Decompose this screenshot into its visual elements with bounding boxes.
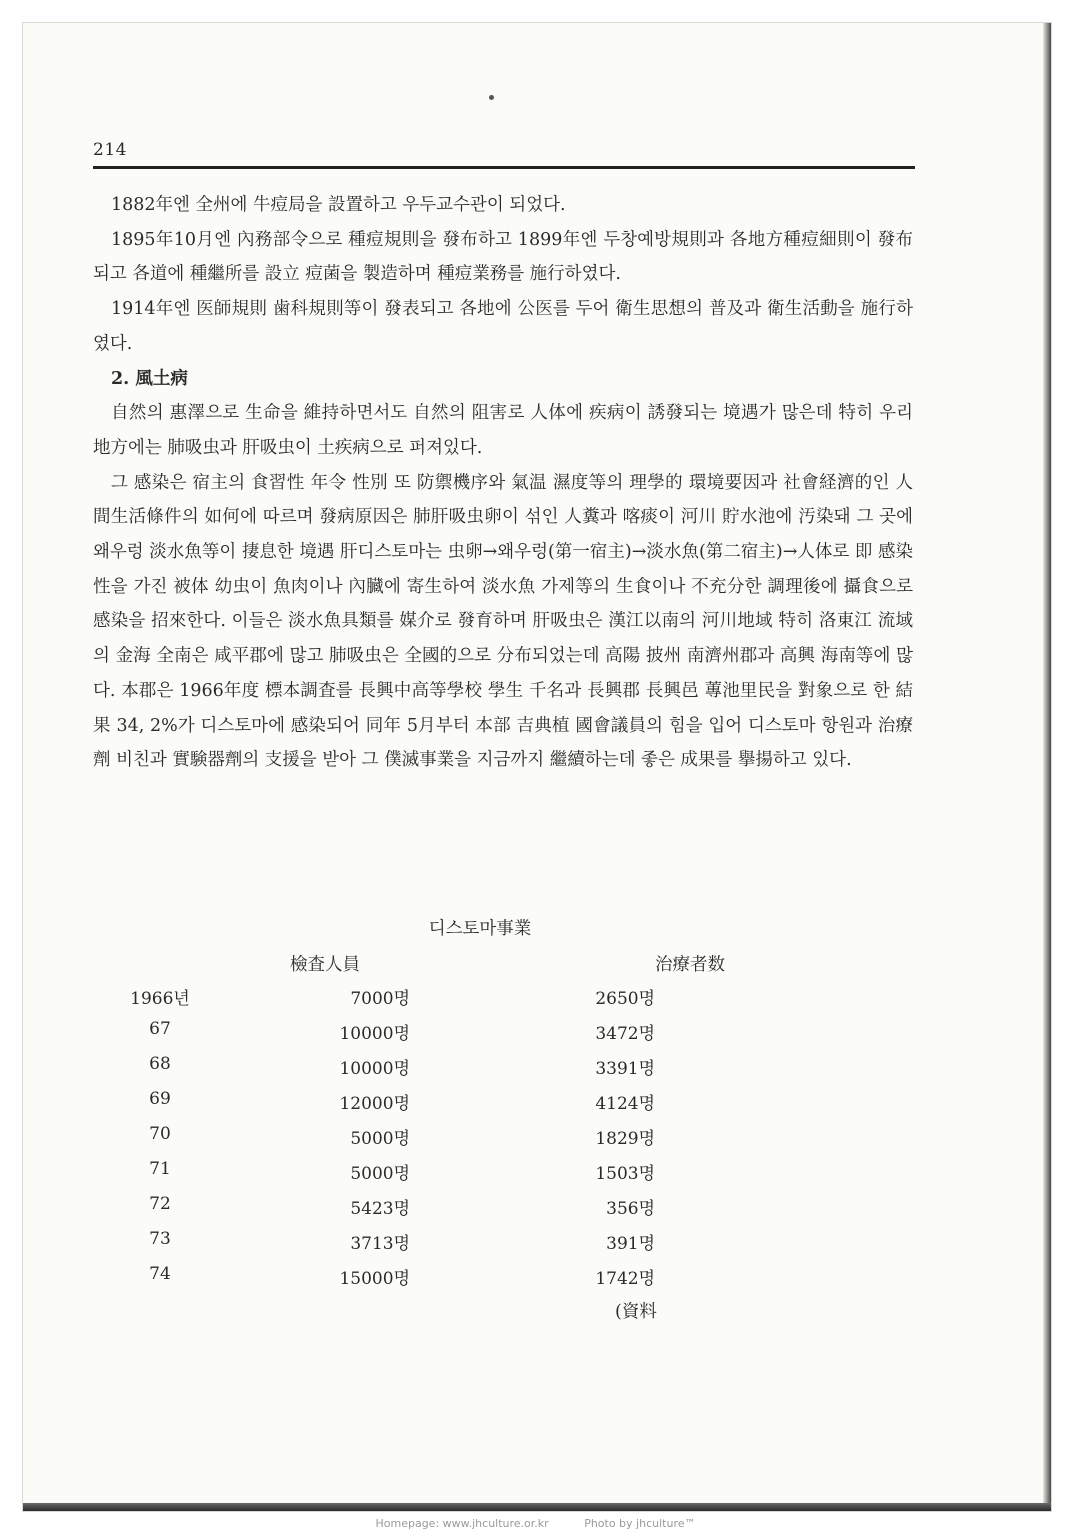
treated-cell: 1829명 xyxy=(595,1129,655,1149)
section-heading: 2. 風土病 xyxy=(111,368,188,389)
table-title: 디스토마事業 xyxy=(428,919,532,939)
treated-cell: 356명 xyxy=(606,1199,655,1219)
inspected-cell: 12000명 xyxy=(339,1094,410,1114)
treated-cell: 4124명 xyxy=(595,1094,655,1114)
year-cell: 74 xyxy=(149,1264,171,1284)
inspected-cell: 5000명 xyxy=(350,1164,410,1184)
paragraph: 1895年10月엔 內務部令으로 種痘規則을 發布하고 1899年엔 두창예방規則과 各地方種痘細則이 發布되고 各道에 種繼所를 設立 痘菌을 製造하며 種痘業務를 施行하였다. xyxy=(93,229,913,285)
table-row xyxy=(0,1229,1000,1259)
table-row xyxy=(0,1019,1000,1049)
treated-cell: 3391명 xyxy=(595,1059,655,1079)
treated-cell: 2650명 xyxy=(595,989,655,1009)
paragraph: 自然의 惠澤으로 生命을 維持하면서도 自然의 阻害로 人体에 疾病이 誘發되는 境遇가 많은데 特히 우리地方에는 肺吸虫과 肝吸虫이 土疾病으로 퍼져있다. xyxy=(93,403,913,458)
table-row xyxy=(0,1054,1000,1084)
source-note: (資料 xyxy=(615,1302,657,1322)
paragraph: 그 感染은 宿主의 食習性 年令 性別 또 防禦機序와 氣温 濕度等의 理學的 環境要因과 社會経濟的인 人間生活條件의 如何에 따르며 發病原因은 肺肝吸虫卵이 섞인 人糞과 喀痰이 河川 貯水池에 汚染돼 그 곳에 왜우렁 淡水魚等이 捿息한 境遇 肝디스토마는 虫卵→왜우렁(第一宿主)→淡水魚(第二宿主)→人体로 即 感染性을 가진 被体 幼虫이 魚肉이나 內臓에 寄生하여 淡水魚 가제等의 生食이나 不充分한 調理後에 攝食으로 感染을 招來한다. 이들은 淡水魚具類를 媒介로 發育하며 肝吸虫은 漢江以南의 河川地域 特히 洛東江 流域의 金海 全南은 咸平郡에 많고 肺吸虫은 全國的으로 分布되었는데 高陽 披州 南濟州郡과 高興 海南等에 많다. 本郡은 1966年度 標本調査를 長興中高等學校 學生 千名과 長興郡 長興邑 蓴池里民을 對象으로 한 結果 34, 2%가 디스토마에 感染되어 同年 5月부터 本部 吉典植 國會議員의 힘을 입어 디스토마 항원과 治療劑 비친과 實験器劑의 支援을 받아 그 僕滅事業을 지금까지 繼續하는데 좋은 成果를 擧揚하고 있다. xyxy=(93,472,913,771)
year-cell: 70 xyxy=(149,1124,171,1144)
body-text xyxy=(93,188,913,778)
site-footer xyxy=(0,1514,1071,1534)
treated-cell: 3472명 xyxy=(595,1024,655,1044)
inspected-cell: 5423명 xyxy=(350,1199,410,1219)
page-number: 214 xyxy=(93,140,127,160)
year-cell: 67 xyxy=(149,1019,171,1039)
page-bottom-edge xyxy=(23,1503,1051,1511)
table-row xyxy=(0,1089,1000,1119)
year-cell: 68 xyxy=(149,1054,171,1074)
treated-cell: 391명 xyxy=(606,1234,655,1254)
column-header-treated: 治療者数 xyxy=(655,955,725,975)
inspected-cell: 7000명 xyxy=(350,989,410,1009)
footer-homepage: Homepage: www.jhculture.or.kr xyxy=(375,1517,549,1530)
year-cell: 73 xyxy=(149,1229,171,1249)
year-cell: 71 xyxy=(149,1159,171,1179)
paragraph: 1882年엔 全州에 牛痘局을 設置하고 우두교수관이 되었다. xyxy=(111,195,566,215)
table-row xyxy=(0,1194,1000,1224)
column-header-inspected: 檢査人員 xyxy=(290,955,360,975)
header-rule xyxy=(93,166,915,169)
table-row xyxy=(0,1124,1000,1154)
table-row xyxy=(0,1159,1000,1189)
inspected-cell: 10000명 xyxy=(339,1059,410,1079)
inspected-cell: 10000명 xyxy=(339,1024,410,1044)
table-row xyxy=(0,984,1000,1014)
table-row xyxy=(0,1264,1000,1294)
inspected-cell: 15000명 xyxy=(339,1269,410,1289)
year-cell: 72 xyxy=(149,1194,171,1214)
ink-speck xyxy=(489,95,494,100)
paragraph: 1914年엔 医師規則 歯科規則等이 發表되고 各地에 公医를 두어 衛生思想의 普及과 衛生活動을 施行하였다. xyxy=(93,299,913,354)
inspected-cell: 5000명 xyxy=(350,1129,410,1149)
book-spine-shadow xyxy=(1043,23,1051,1511)
year-cell: 69 xyxy=(149,1089,171,1109)
treated-cell: 1503명 xyxy=(595,1164,655,1184)
treated-cell: 1742명 xyxy=(595,1269,655,1289)
footer-photo-credit: Photo by jhculture™ xyxy=(584,1517,696,1530)
inspected-cell: 3713명 xyxy=(350,1234,410,1254)
year-cell: 1966년 xyxy=(130,989,190,1009)
